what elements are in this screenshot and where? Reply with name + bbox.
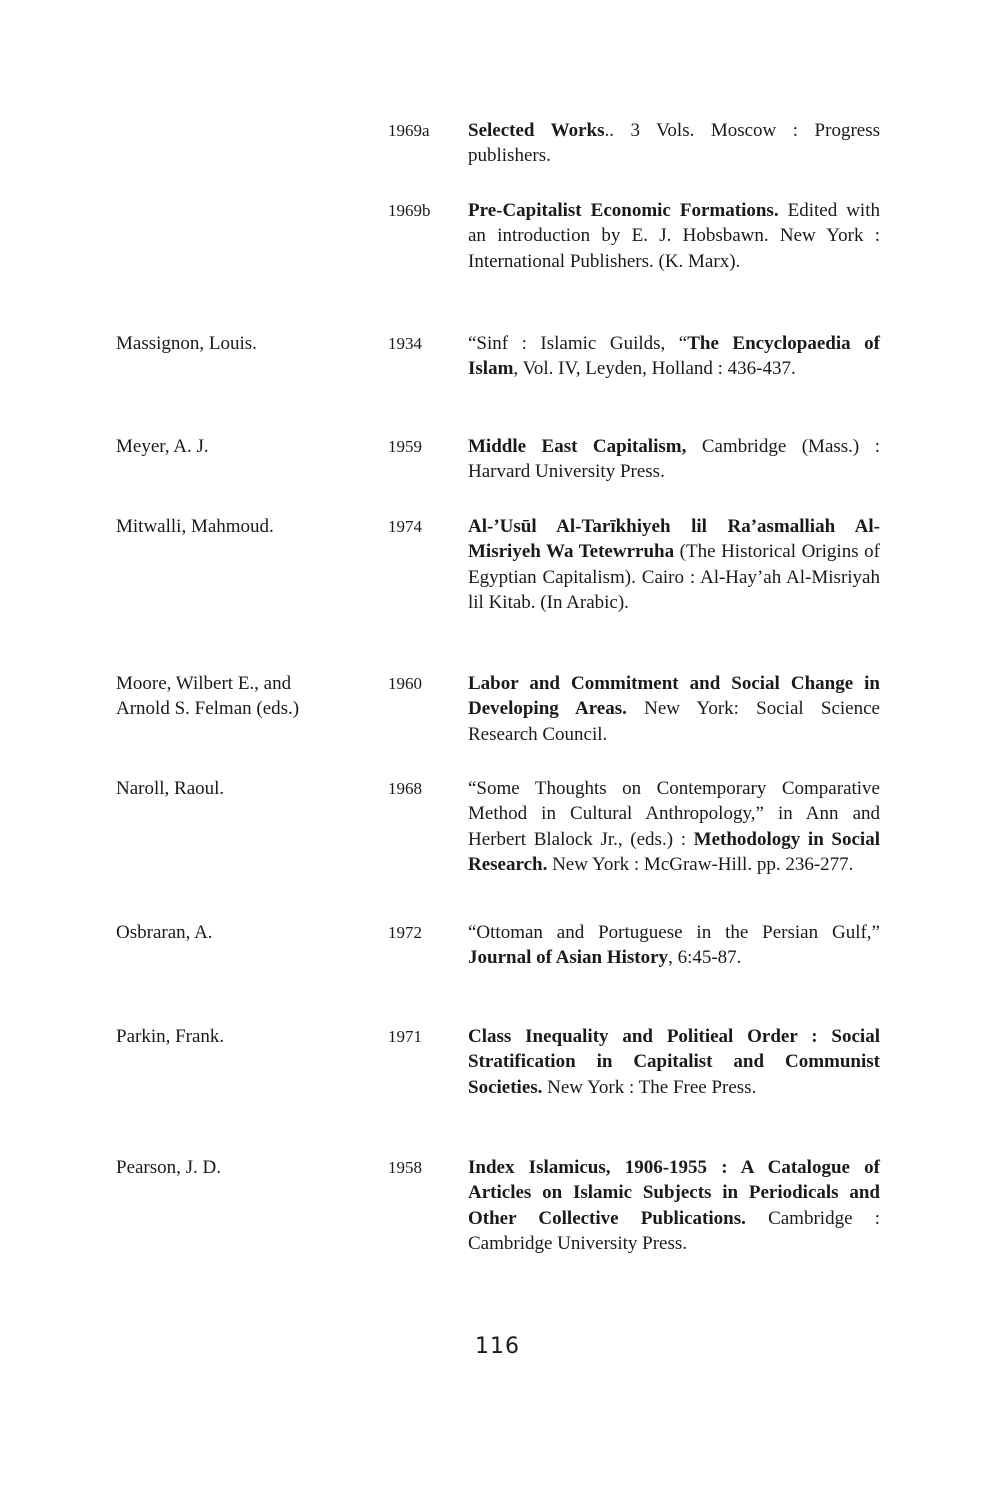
- entry-details: “Ottoman and Portuguese in the Persian Gulf,”: [468, 922, 880, 943]
- entry-year: 1968: [388, 779, 422, 798]
- entry-reference: [468, 671, 880, 747]
- entry-year: 1960: [388, 674, 422, 693]
- entry-reference: [468, 776, 880, 878]
- entry-author: Meyer, A. J.: [116, 436, 209, 457]
- entry-reference: [468, 514, 880, 616]
- page-number: 116: [475, 1334, 520, 1359]
- entry-details: Cambridge : Cambridge University Press.: [468, 1207, 880, 1255]
- entry-reference: [468, 1155, 880, 1257]
- entry-title: Index Islamicus, 1906-1955 : A Catalogue of Articles on Islamic Subjects in Periodicals and Other Collective Publications.: [468, 1157, 880, 1229]
- entry-author: Parkin, Frank.: [116, 1026, 225, 1047]
- entry-details: .. 3 Vols. Moscow : Progress publishers.: [468, 120, 880, 167]
- entry-details: , Vol. IV, Leyden, Holland : 436-437.: [513, 358, 796, 380]
- entry-author: Massignon, Louis.: [116, 333, 257, 354]
- entry-year: 1972: [388, 923, 422, 942]
- entry-title: Class Inequality and Politieal Order : Social Stratification in Capitalist and Communist Societies.: [468, 1026, 880, 1098]
- entry-details: (The Historical Origins of Egyptian Capitalism). Cairo : Al-Hay’ah Al-Misriyah lil Kitab. (In Arabic).: [468, 541, 880, 614]
- entry-author: Pearson, J. D.: [116, 1157, 222, 1178]
- entry-year: 1974: [388, 517, 422, 536]
- entry-year: 1958: [388, 1158, 422, 1177]
- entry-title: The Encyclopaedia of Islam: [468, 333, 880, 380]
- entry-title: Labor and Commitment and Social Change in Developing Areas.: [468, 673, 880, 720]
- entry-author: Naroll, Raoul.: [116, 778, 225, 799]
- entry-year: 1959: [388, 437, 422, 456]
- entry-title: Journal of Asian History: [468, 947, 669, 969]
- entry-reference: [468, 1024, 880, 1100]
- entry-details: “Some Thoughts on Contemporary Comparative Method in Cultural Anthropology,” in Ann and Herbert Blalock Jr., (eds.) :: [468, 778, 880, 850]
- entry-reference: [468, 434, 880, 485]
- entry-year: 1971: [388, 1027, 422, 1046]
- entry-details: , 6:45-87.: [668, 947, 742, 969]
- entry-author: Moore, Wilbert E., and Arnold S. Felman (eds.): [116, 673, 300, 719]
- entry-title: Middle East Capitalism,: [468, 436, 687, 457]
- entry-title: Selected Works: [468, 120, 605, 141]
- entry-year: 1969b: [388, 201, 431, 220]
- entry-details: New York : McGraw-Hill. pp. 236-277.: [547, 854, 854, 876]
- entry-author: Mitwalli, Mahmoud.: [116, 516, 274, 537]
- entry-author: Osbraran, A.: [116, 922, 213, 943]
- entry-year: 1969a: [388, 121, 430, 140]
- entry-title: Pre-Capitalist Economic Formations.: [468, 200, 779, 221]
- entry-details: New York: Social Science Research Council.: [468, 698, 880, 745]
- entry-reference: [468, 198, 880, 274]
- entry-reference: [468, 118, 880, 169]
- entry-reference: [468, 331, 880, 382]
- entry-year: 1934: [388, 334, 422, 353]
- entry-title: Al-’Usūl Al-Tarīkhiyeh lil Ra’asmalliah Al-Misriyeh Wa Tetewrruha: [468, 516, 880, 563]
- entry-details: Edited with an introduction by E. J. Hobsbawn. New York : International Publishers. (K. Marx).: [468, 200, 880, 272]
- entry-details: New York : The Free Press.: [542, 1076, 757, 1098]
- entry-details: “Sinf : Islamic Guilds, “: [468, 333, 688, 354]
- entry-title: Methodology in Social Research.: [468, 828, 880, 876]
- entry-reference: [468, 920, 880, 971]
- entry-details: Cambridge (Mass.) : Harvard University Press.: [468, 436, 881, 483]
